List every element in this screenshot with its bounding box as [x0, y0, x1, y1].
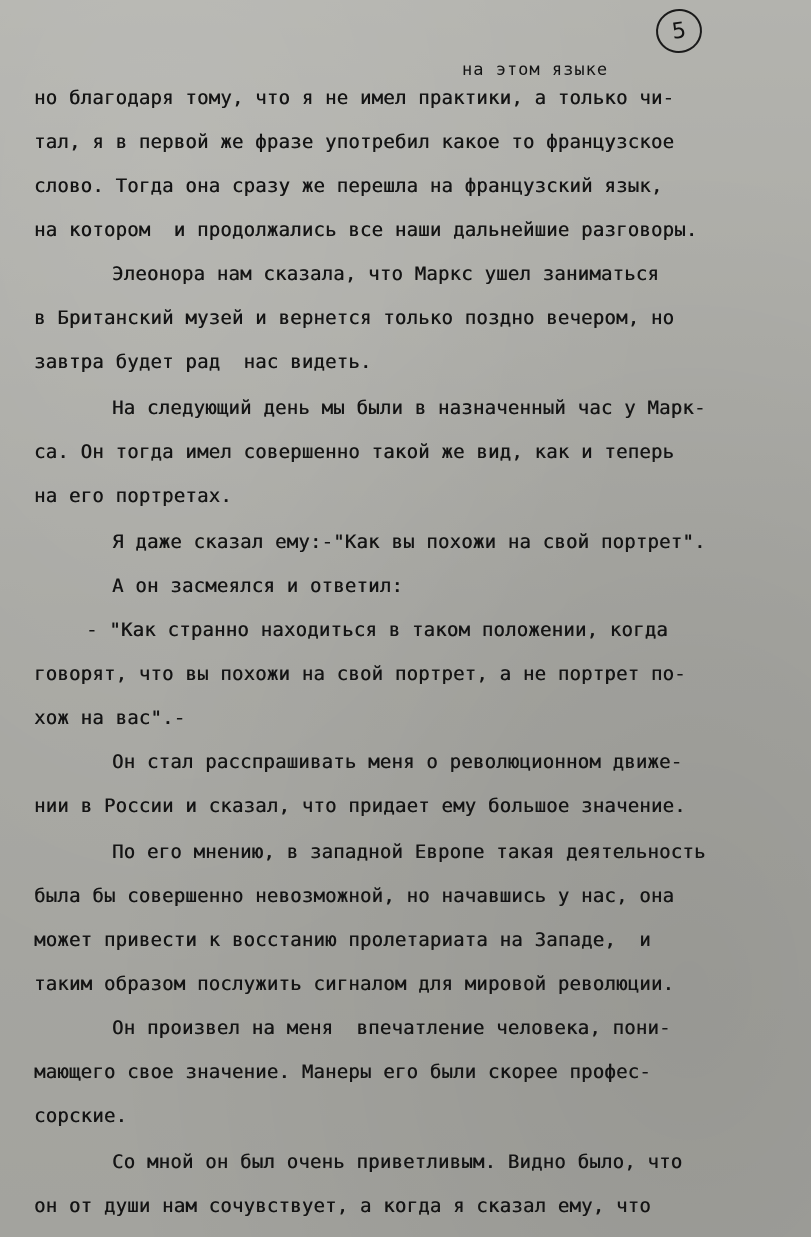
text-line: - "Как странно находиться в таком положении, когда — [86, 619, 668, 641]
text-line: Я даже сказал ему:-"Как вы похожи на свой портрет". — [112, 531, 706, 553]
text-line: хож на вас".- — [34, 707, 186, 729]
text-line: была бы совершенно невозможной, но начавшись у нас, она — [34, 885, 675, 907]
handwritten-insertion: на этом языке — [462, 60, 609, 80]
text-line: сорские. — [34, 1105, 128, 1127]
text-line: говорят, что вы похожи на свой портрет, а не портрет по- — [34, 663, 686, 685]
text-line: таким образом послужить сигналом для мировой революции. — [34, 973, 675, 995]
text-line: завтра будет рад нас видеть. — [34, 351, 372, 373]
text-line: мающего свое значение. Манеры его были скорее профес- — [34, 1061, 651, 1083]
text-line: в Британский музей и вернется только поздно вечером, но — [34, 307, 675, 329]
text-line: са. Он тогда имел совершенно такой же вид, как и теперь — [34, 441, 675, 463]
text-line: на котором и продолжались все наши дальнейшие разговоры. — [34, 219, 698, 241]
text-line: нии в России и сказал, что придает ему большое значение. — [34, 795, 686, 817]
text-line: может привести к восстанию пролетариата на Западе, и — [34, 929, 651, 951]
text-line: Он стал расспрашивать меня о революционном движе- — [112, 751, 683, 773]
text-line: слово. Тогда она сразу же перешла на французский язык, — [34, 175, 663, 197]
text-line: на его портретах. — [34, 485, 232, 507]
text-line: Он произвел на меня впечатление человека, пони- — [112, 1017, 671, 1039]
page-number — [653, 6, 705, 56]
text-line: Со мной он был очень приветливым. Видно было, что — [112, 1151, 683, 1173]
page-number-text: 5 — [670, 17, 688, 45]
text-line: тал, я в первой же фразе употребил какое то французское — [34, 131, 675, 153]
text-line: Элеонора нам сказала, что Маркс ушел заниматься — [112, 263, 660, 285]
text-line: но благодаря тому, что я не имел практики, а только чи- — [34, 87, 675, 109]
text-line: он от души нам сочувствует, а когда я сказал ему, что — [34, 1195, 651, 1217]
text-line: По его мнению, в западной Европе такая деятельность — [112, 841, 706, 863]
text-line: На следующий день мы были в назначенный час у Марк- — [112, 397, 706, 419]
text-line: А он засмеялся и ответил: — [112, 575, 403, 597]
